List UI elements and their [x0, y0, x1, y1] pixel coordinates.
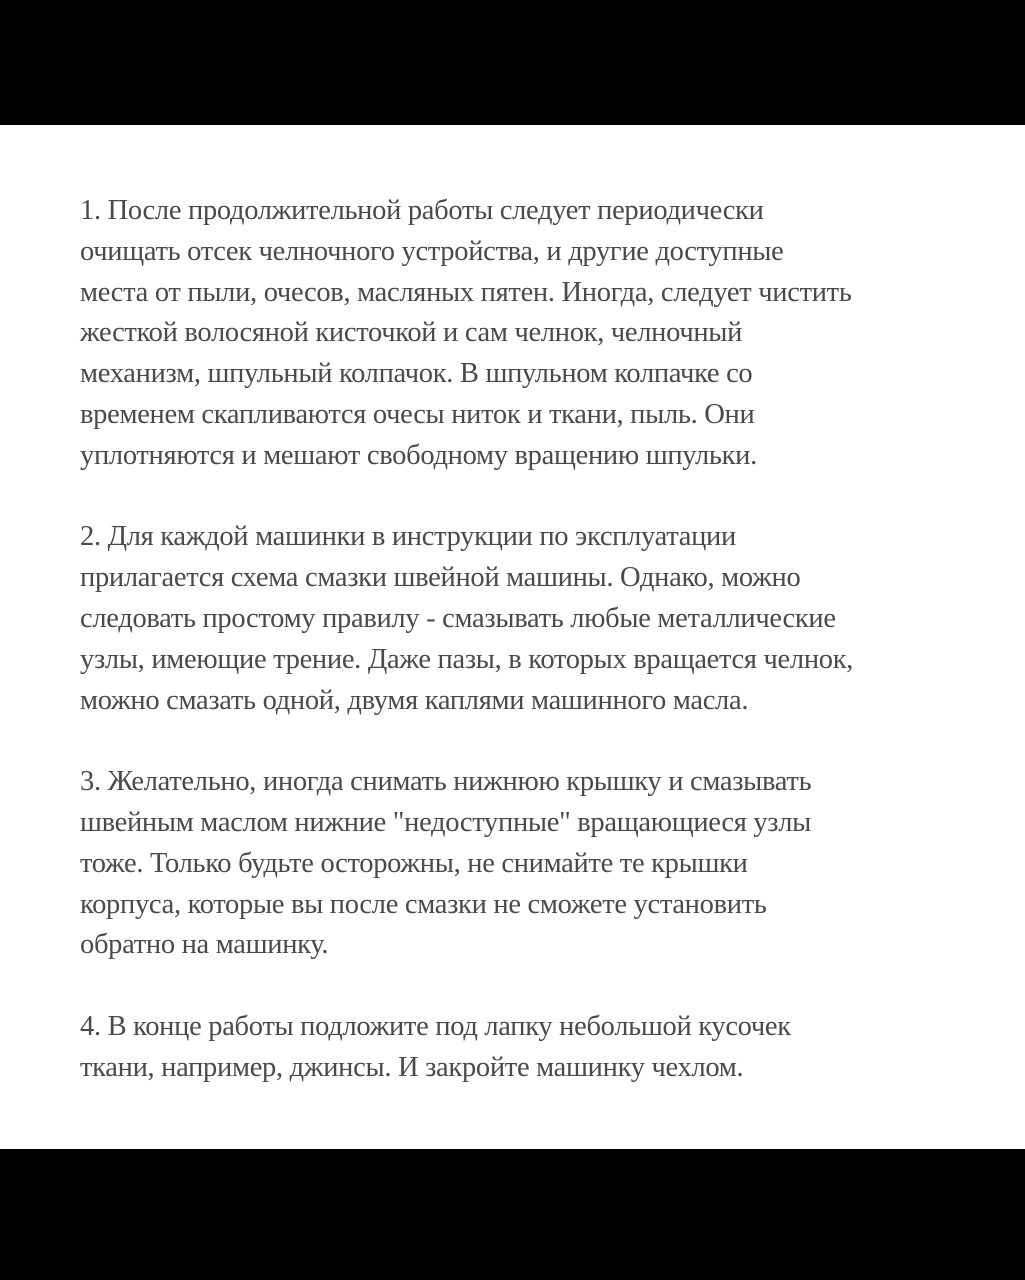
text-line: можно смазать одной, двумя каплями машинного масла.	[80, 684, 749, 716]
text-line: 1. После продолжительной работы следует периодически	[80, 195, 764, 226]
text-line: 3. Желательно, иногда снимать нижнюю крышку и смазывать	[80, 766, 812, 798]
text-line: обратно на машинку.	[80, 929, 329, 961]
text-line: корпуса, которые вы после смазки не сможете установить	[80, 888, 767, 920]
text-line: следовать простому правилу - смазывать любые металлические	[80, 602, 836, 634]
text-line: уплотняются и мешают свободному вращению шпульки.	[80, 439, 757, 471]
paragraph-3	[80, 762, 985, 966]
text-line: места от пыли, очесов, масляных пятен. Иногда, следует чистить	[80, 276, 852, 308]
text-line: жесткой волосяной кисточкой и сам челнок, челночный	[80, 317, 743, 349]
text-line: тоже. Только будьте осторожны, не снимайте те крышки	[80, 847, 748, 879]
text-line: ткани, например, джинсы. И закройте машинку чехлом.	[80, 1051, 744, 1083]
text-line: 2. Для каждой машинки в инструкции по эксплуатации	[80, 521, 736, 553]
text-line: узлы, имеющие трение. Даже пазы, в которых вращается челнок,	[80, 643, 854, 675]
text-line: швейным маслом нижние "недоступные" вращающиеся узлы	[80, 806, 812, 838]
instructions-text	[80, 191, 985, 1089]
paragraph-4	[80, 1007, 985, 1089]
text-line: временем скапливаются очесы ниток и ткани, пыль. Они	[80, 398, 755, 430]
text-line: очищать отсек челночного устройства, и другие доступные	[80, 235, 784, 267]
text-line: прилагается схема смазки швейной машины. Однако, можно	[80, 562, 801, 594]
text-line: механизм, шпульный колпачок. В шпульном колпачке со	[80, 358, 753, 390]
paragraph-2	[80, 517, 985, 721]
text-line: 4. В конце работы подложите под лапку небольшой кусочек	[80, 1010, 791, 1042]
bottom-black-bar	[0, 1149, 1025, 1280]
top-black-bar	[0, 0, 1025, 125]
paragraph-1	[80, 191, 985, 477]
